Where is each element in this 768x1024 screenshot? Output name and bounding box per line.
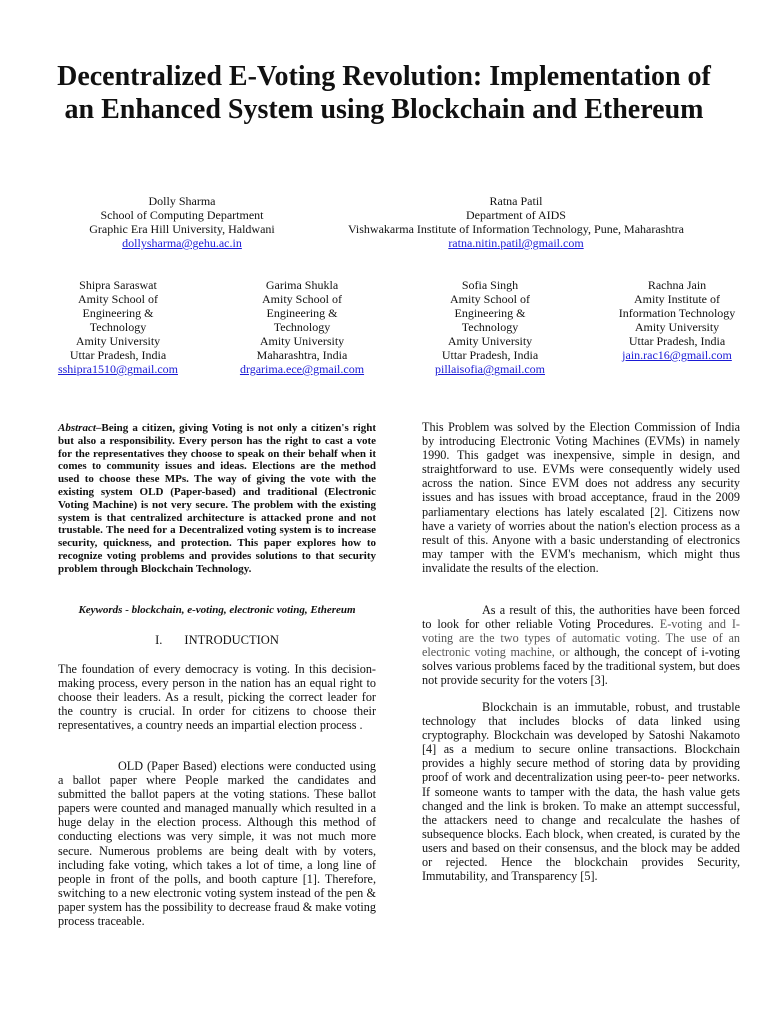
author-name: Shipra Saraswat bbox=[79, 278, 157, 292]
author-name: Garima Shukla bbox=[265, 278, 339, 292]
section-title: INTRODUCTION bbox=[184, 633, 279, 647]
intro-paragraph-2: OLD (Paper Based) elections were conducted using a ballot paper where People marked the candidates and submitted the ballot papers at the voting stations. These ballot papers were counted and managed manually which resulted in a huge delay in the election process. Although this method of conducting elections was very simple, it was not much more secure. Numerous problems are being dealt with by voters, including fake voting, which takes a lot of time, a long line of people in front of the polls, and booth capture [1]. Therefore, switching to a new electronic voting system instead of the pen & paper system has the possibility to decrease fraud & make voting process traceable. bbox=[58, 759, 376, 929]
author-name: Dolly Sharma bbox=[148, 194, 216, 208]
author-inst: Graphic Era Hill University, Haldwani bbox=[89, 222, 275, 236]
author-affil-line: Uttar Pradesh, India bbox=[441, 348, 539, 362]
keywords: Keywords - blockchain, e-voting, electronic voting, Ethereum bbox=[78, 604, 356, 616]
author-affil-line: Technology bbox=[461, 320, 519, 334]
author-affil-line: Engineering & bbox=[454, 306, 526, 320]
abstract-label: Abstract bbox=[58, 422, 96, 434]
right-paragraph-1: This Problem was solved by the Election Commission of India by introducing Electronic Voting Machines (EVMs) in namely 1990. This gadget was inexpensive, simple in design, and straightforward to use. EVMs were consequently widely used across the nation. Since EVM does not address any security issues and has issues with broad acceptance, fraud in the 2009 parliamentary elections has lately escalated [2]. Citizens now have a variety of worries about the nation's election process as a result of this. Anyone with a basic understanding of electronics may tamper with the EVM's mechanism, which might thus invalidate the results of the election. bbox=[422, 420, 740, 575]
author-name: Rachna Jain bbox=[647, 278, 707, 292]
author-affil-line: Amity University bbox=[634, 320, 720, 334]
author-affil-line: Amity Institute of bbox=[634, 292, 720, 306]
author-email-link[interactable]: dollysharma@gehu.ac.in bbox=[122, 236, 242, 250]
abstract bbox=[58, 422, 376, 576]
author-dept: School of Computing Department bbox=[100, 208, 264, 222]
author-affil-line: Amity School of bbox=[78, 292, 158, 306]
author-affil-line: Technology bbox=[89, 320, 147, 334]
author-affil-line: Engineering & bbox=[82, 306, 154, 320]
author-affil-line: Amity School of bbox=[450, 292, 530, 306]
author-block-3 bbox=[38, 278, 198, 376]
author-email-link[interactable]: drgarima.ece@gmail.com bbox=[239, 362, 365, 376]
paper-title: Decentralized E-Voting Revolution: Implementation of an Enhanced System using Blockchain and Ethereum bbox=[57, 61, 711, 125]
author-email-link[interactable]: sshipra1510@gmail.com bbox=[57, 362, 179, 376]
author-affil-line: Technology bbox=[273, 320, 331, 334]
author-affil-line: Engineering & bbox=[266, 306, 338, 320]
author-dept: Department of AIDS bbox=[466, 208, 566, 222]
author-affil-line: Maharashtra, India bbox=[256, 348, 348, 362]
author-name: Ratna Patil bbox=[489, 194, 543, 208]
author-email-link[interactable]: pillaisofia@gmail.com bbox=[434, 362, 546, 376]
section-heading bbox=[58, 633, 376, 648]
author-email-link[interactable]: ratna.nitin.patil@gmail.com bbox=[448, 236, 584, 250]
author-email-link[interactable]: jain.rac16@gmail.com bbox=[622, 348, 732, 362]
author-block-6 bbox=[597, 278, 757, 362]
intro-paragraph-1: The foundation of every democracy is voting. In this decision- making process, every person in the nation has an equal right to choose their leaders. As a result, picking the correct leader for the country is crucial. In order for citizens to choose their representatives, a country needs an impartial election process . bbox=[58, 662, 376, 733]
author-block-5 bbox=[410, 278, 570, 376]
author-block-4 bbox=[222, 278, 382, 376]
author-inst: Vishwakarma Institute of Information Technology, Pune, Maharashtra bbox=[347, 222, 685, 236]
author-affil-line: Amity School of bbox=[262, 292, 342, 306]
author-affil-line: Uttar Pradesh, India bbox=[69, 348, 167, 362]
author-block-2 bbox=[318, 194, 714, 250]
right-paragraph-3: Blockchain is an immutable, robust, and trustable technology that includes blocks of data linked using cryptography. Blockchain was developed by Satoshi Nakamoto [4] as a medium to secure online transactions. Blockchain provides a highly secure method of storing data by providing proof of work and decentralization using peer-to- peer networks. If someone wants to tamper with the data, the hash value gets changed and the link is broken. To make an attempt successful, the attackers need to change and recalculate the hashes of subsequence blocks. Each block, when created, is curated by the users and based on their consensus, and the block may be added or rejected. Hence the blockchain provides Security, Immutability, and Transparency [5]. bbox=[422, 700, 740, 884]
author-affil-line: Information Technology bbox=[618, 306, 736, 320]
author-affil-line: Amity University bbox=[447, 334, 533, 348]
section-number: I. bbox=[155, 633, 163, 647]
author-block-1 bbox=[60, 194, 304, 250]
abstract-text: –Being a citizen, giving Voting is not only a citizen's right but also a responsibility. Every person has the right to cast a vote for the representatives they choose to speak on their behalf when it comes to community issues and ideas. Elections are the method used to choose these MPs. The way of giving the vote with the existing system OLD (Paper-based) and traditional (Electronic Voting Machine) is not very secure. The problem with the existing system is that centralized architecture is attacked prone and not trustable. The need for a Decentralized voting system is to increase security, quickness, and protection. This paper explores how to recognize voting problems and provides solutions to that security problem through Blockchain Technology. bbox=[58, 422, 376, 575]
right-paragraph-2: As a result of this, the authorities have been forced to look for other reliable Voting Procedures. E-voting and I-voting are the two types of automatic voting. The use of an electronic voting machine, or although, the concept of i-voting solves various problems faced by the traditional system, but does not provide security for the voters [3]. bbox=[422, 603, 741, 688]
author-affil-line: Uttar Pradesh, India bbox=[628, 334, 726, 348]
author-affil-line: Amity University bbox=[259, 334, 345, 348]
author-affil-line: Amity University bbox=[75, 334, 161, 348]
author-name: Sofia Singh bbox=[461, 278, 519, 292]
